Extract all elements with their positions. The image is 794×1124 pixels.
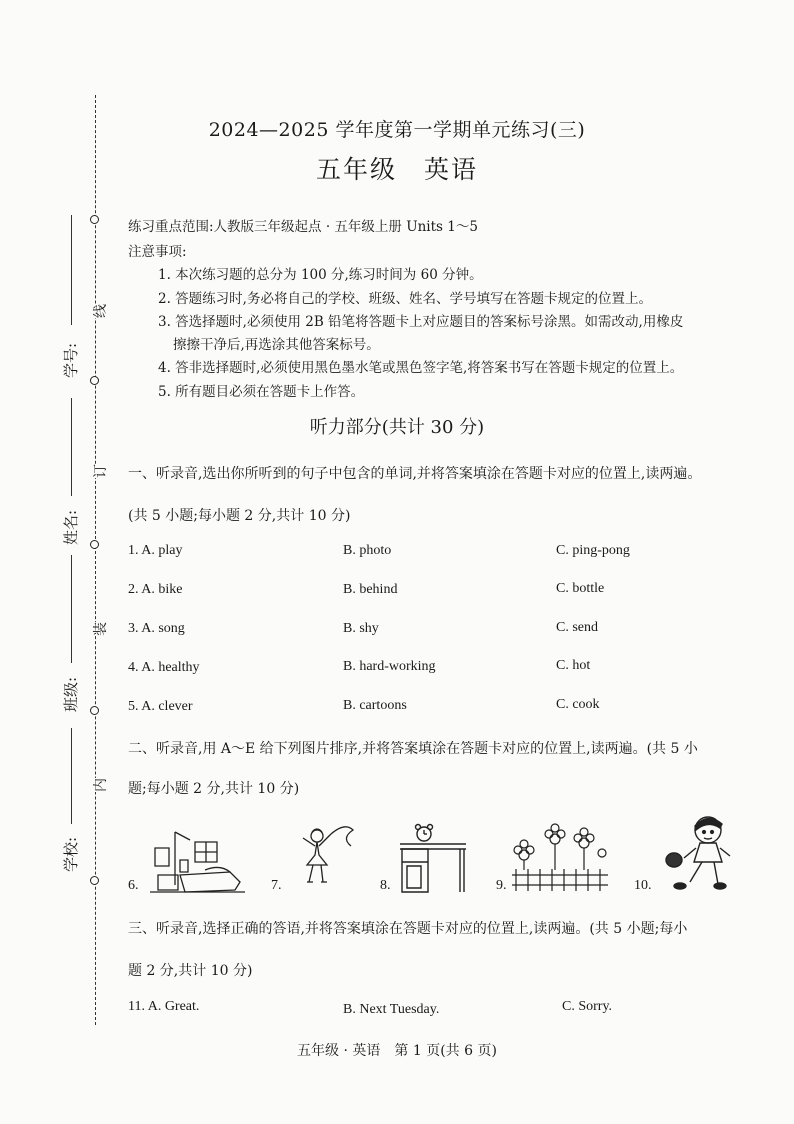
notice-item: 1. 本次练习题的总分为 100 分,练习时间为 60 分钟。 <box>158 267 483 283</box>
student-id-field[interactable] <box>71 215 72 325</box>
binding-hole <box>90 215 99 224</box>
part1-scoring: (共 5 小题;每小题 2 分,共计 10 分) <box>128 508 351 524</box>
listening-section-title: 听力部分(共计 30 分) <box>309 417 485 438</box>
binding-hole <box>90 540 99 549</box>
notice-heading: 注意事项: <box>128 244 187 260</box>
q2-option-c[interactable]: C. bottle <box>556 581 605 596</box>
q1-option-c[interactable]: C. ping-pong <box>556 543 630 558</box>
living-room-picture[interactable] <box>150 830 245 895</box>
q4-option-a[interactable]: 4. A. healthy <box>128 660 200 675</box>
binding-word-ding: 订 <box>88 464 112 478</box>
q2-option-b[interactable]: B. behind <box>343 582 398 597</box>
binding-hole <box>90 706 99 715</box>
part3-instruction-cont: 题 2 分,共计 10 分) <box>128 963 253 979</box>
scope-text: 练习重点范围:人教版三年级起点 · 五年级上册 Units 1～5 <box>128 219 478 235</box>
binding-word-nei: 内 <box>88 778 112 792</box>
binding-hole <box>90 376 99 385</box>
q1-option-a[interactable]: 1. A. play <box>128 543 183 558</box>
q1-option-b[interactable]: B. photo <box>343 543 392 558</box>
school-label: 学校: <box>62 836 80 872</box>
part3-instruction: 三、听录音,选择正确的答语,并将答案填涂在答题卡对应的位置上,读两遍。(共 5 小题;每小 <box>128 921 688 937</box>
class-field[interactable] <box>71 555 72 663</box>
student-id-label: 学号: <box>62 342 80 378</box>
part2-instruction-cont: 题;每小题 2 分,共计 10 分) <box>128 781 300 797</box>
binding-hole <box>90 876 99 885</box>
name-label: 姓名: <box>62 509 80 545</box>
q11-option-b[interactable]: B. Next Tuesday. <box>343 1002 440 1017</box>
picture-number: 8. <box>380 878 391 893</box>
dancing-girl-picture[interactable] <box>293 820 363 895</box>
binding-word-zhuang: 装 <box>88 622 112 636</box>
binding-word-xian: 线 <box>88 304 112 318</box>
notice-item: 4. 答非选择题时,必须使用黑色墨水笔或黑色签字笔,将答案书写在答题卡规定的位置上。 <box>158 360 684 376</box>
boy-with-ball-picture[interactable] <box>660 812 735 897</box>
q11-option-c[interactable]: C. Sorry. <box>562 999 613 1014</box>
class-label: 班级: <box>62 676 80 712</box>
q3-option-b[interactable]: B. shy <box>343 621 379 636</box>
school-field[interactable] <box>71 728 72 824</box>
q5-option-b[interactable]: B. cartoons <box>343 698 407 713</box>
notice-item: 5. 所有题目必须在答题卡上作答。 <box>158 384 365 400</box>
exam-title: 2024—2025 学年度第一学期单元练习(三) <box>208 119 586 141</box>
picture-number: 10. <box>634 878 652 893</box>
desk-with-clock-picture[interactable] <box>398 822 470 894</box>
part2-instruction: 二、听录音,用 A～E 给下列图片排序,并将答案填涂在答题卡对应的位置上,读两遍。(共 5 小 <box>128 741 698 757</box>
flowers-and-fence-picture[interactable] <box>510 825 610 893</box>
q3-option-c[interactable]: C. send <box>556 620 598 635</box>
notice-item: 2. 答题练习时,务必将自己的学校、班级、姓名、学号填写在答题卡规定的位置上。 <box>158 291 652 307</box>
part1-instruction: 一、听录音,选出你所听到的句子中包含的单词,并将答案填涂在答题卡对应的位置上,读两遍。 <box>128 466 702 482</box>
picture-number: 6. <box>128 878 139 893</box>
q4-option-b[interactable]: B. hard-working <box>343 659 436 674</box>
q3-option-a[interactable]: 3. A. song <box>128 621 185 636</box>
q2-option-a[interactable]: 2. A. bike <box>128 582 183 597</box>
page-footer: 五年级 · 英语 第 1 页(共 6 页) <box>297 1043 497 1059</box>
binding-dashed-line <box>95 95 96 1025</box>
picture-number: 9. <box>496 878 507 893</box>
q11-option-a[interactable]: 11. A. Great. <box>128 999 200 1014</box>
q5-option-c[interactable]: C. cook <box>556 697 600 712</box>
exam-subtitle: 五年级 英语 <box>315 155 478 184</box>
notice-item: 3. 答选择题时,必须使用 2B 铅笔将答题卡上对应题目的答案标号涂黑。如需改动,用橡皮 <box>158 314 684 330</box>
notice-item: 擦擦干净后,再选涂其他答案标号。 <box>173 337 380 353</box>
picture-number: 7. <box>271 878 282 893</box>
q5-option-a[interactable]: 5. A. clever <box>128 699 193 714</box>
q4-option-c[interactable]: C. hot <box>556 658 591 673</box>
